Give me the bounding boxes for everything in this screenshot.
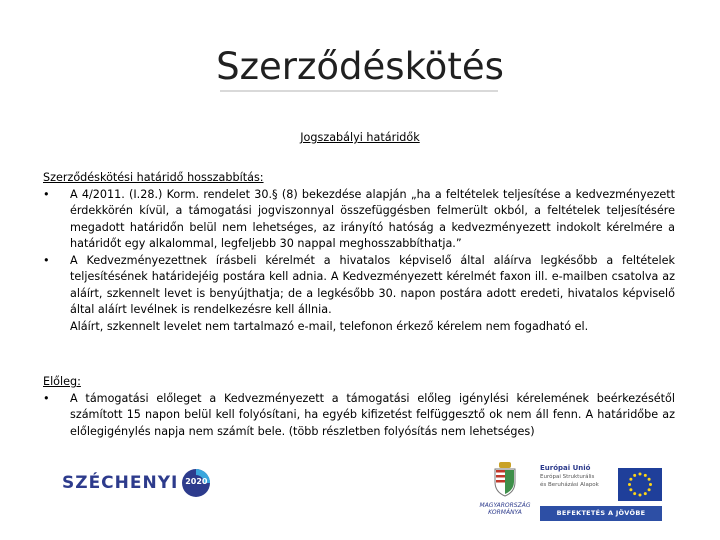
title-underline-divider [220,90,498,92]
coat-caption-line1: MAGYARORSZÁG [479,502,531,509]
eu-funds-logo [540,463,662,521]
bullet-icon: • [43,391,50,405]
list-item-note [43,319,675,336]
eu-fund-line1: Európai Strukturális [540,474,595,480]
eu-fund-line2: és Beruházási Alapok [540,481,599,488]
szechenyi-2020-badge-icon [181,468,211,498]
list-item-text: A Kedvezményezettnek írásbeli kérelmét a hivatalos képviselő által aláírva legkésőbb a feltételek teljesítésének határidejéig postára kell adnia. A Kedvezményezett kérelmét faxon ill. e-mailben csatolva az aláírt, szkennelt levet is benyújthatja; de a legkésőbb 30. napon postára adott eredeti, hivatalos képviselő által aláírt levélnek is rendelkezésre kell állnia. [70,253,675,316]
contract-extension-section [43,170,675,335]
list-item [43,391,675,441]
eu-title: Európai Unió [540,464,591,472]
page-title: Szerződéskötés [216,45,504,88]
eu-flag-icon [618,468,662,501]
coat-of-arms-icon [490,462,520,498]
eu-text-block [540,463,612,503]
eu-slogan-bar: BEFEKTETÉS A JÖVŐBE [540,506,662,521]
szechenyi-2020-logo [62,471,211,495]
list-item-text: A 4/2011. (I.28.) Korm. rendelet 30.§ (8) bekezdése alapján „ha a feltételek teljesítése a kedvezményezett érdekkörén kívül, a támogatási jogviszonnyal összefüggésben felmerült okból, a feltételek teljesítésére megadott határidőn belül nem lehetséges, az irányító hatóság a kedvezményezett indokolt kérelmére a határidőt egy alkalommal, legfeljebb 30 nappal meghosszabbíthatja.” [70,187,675,250]
advance-payment-heading: Előleg: [43,375,81,388]
szechenyi-year: 2020 [185,477,208,486]
list-item-text: A támogatási előleget a Kedvezményezett a támogatási előleg igénylési kérelemének beérkezésétől számított 15 napon belül kell folyósítani, ha egyéb kifizetést felfüggesztő ok nem áll fenn. A határidőbe az előlegigénylés napja nem számít bele. (több részletben folyósítás nem lehetséges) [70,391,675,438]
bullet-icon: • [43,253,50,267]
contract-extension-heading: Szerződéskötési határidő hosszabbítás: [43,171,264,184]
advance-payment-section [43,374,675,440]
hungarian-government-logo [478,462,532,516]
bullet-icon: • [43,187,50,201]
coat-caption-line2: KORMÁNYA [488,509,522,516]
list-item [43,187,675,253]
note-text: Aláírt, szkennelt levelet nem tartalmazó e-mail, telefonon érkező kérelem nem fogadható el. [70,319,589,333]
szechenyi-label: SZÉCHENYI [62,473,179,493]
section-subtitle: Jogszabályi határidők [300,131,420,144]
list-item [43,253,675,319]
